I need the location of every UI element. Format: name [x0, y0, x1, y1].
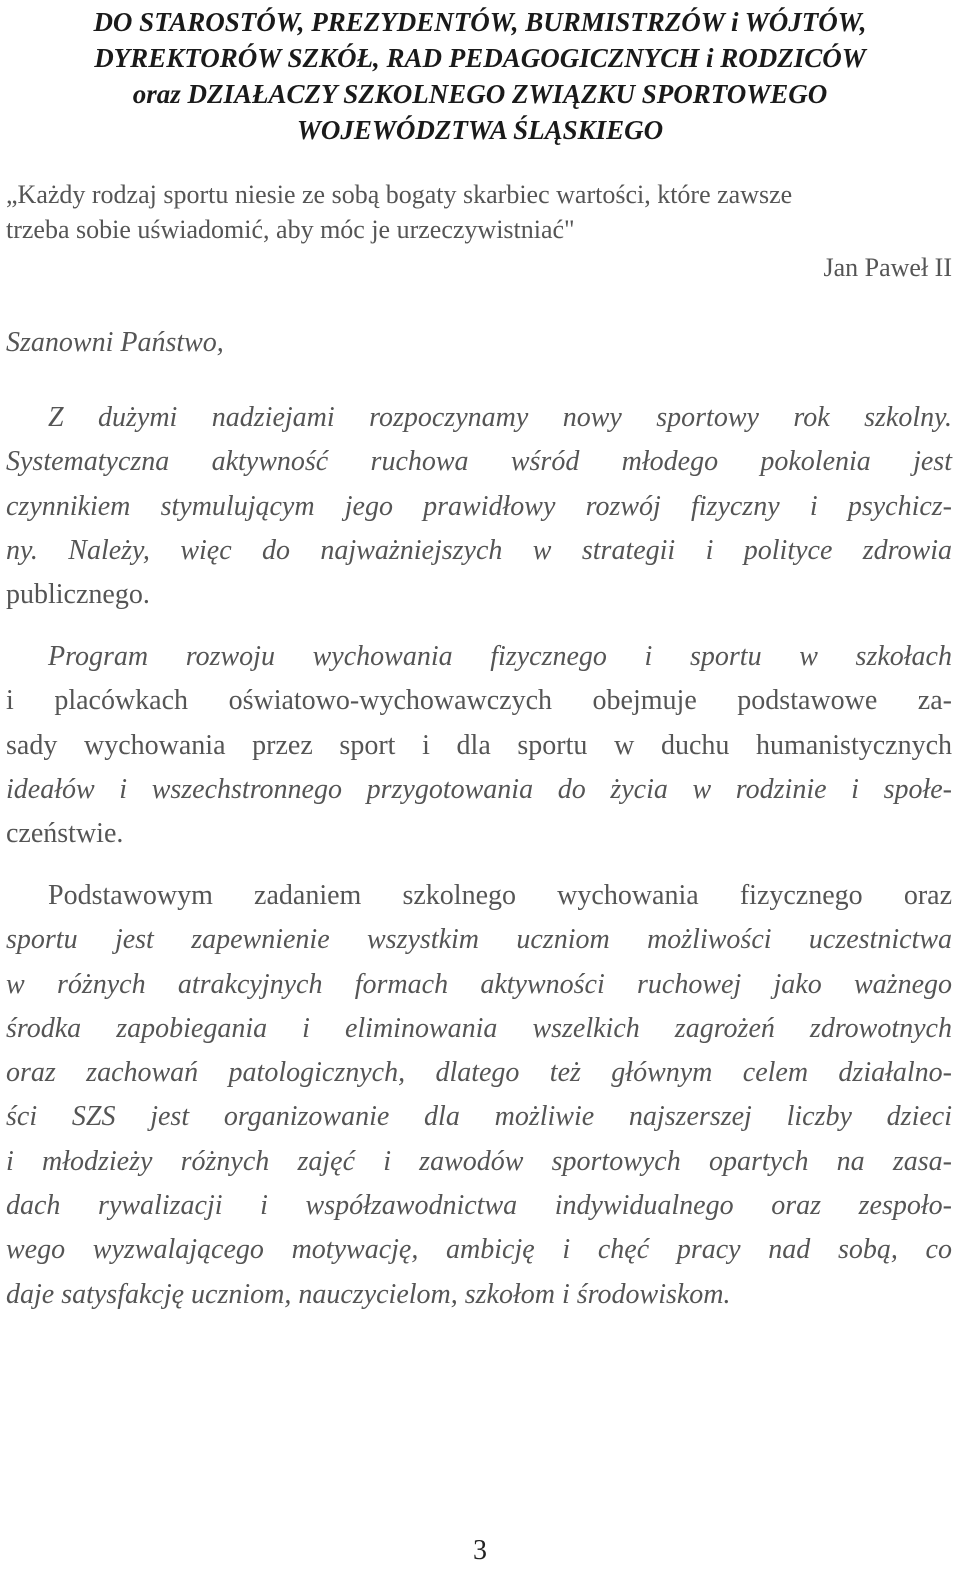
page-number: 3	[473, 1535, 487, 1566]
paragraph-3	[6, 874, 952, 1317]
paragraph-line: czeństwie.	[6, 818, 124, 850]
paragraph-line: środka zapobiegania i eliminowania wszelkich zagrożeń zdrowotnych	[6, 1012, 952, 1044]
paragraph-line: sportu jest zapewnienie wszystkim uczniom możliwości uczestnictwa	[6, 924, 952, 956]
paragraph-line: w różnych atrakcyjnych formach aktywności ruchowej jako ważnego	[6, 968, 952, 1000]
paragraph-line: publicznego.	[6, 579, 150, 611]
paragraph-line: czynnikiem stymulującym jego prawidłowy rozwój fizyczny i psychicz-	[6, 490, 952, 522]
letter-heading	[0, 4, 960, 148]
epigraph-quote	[6, 177, 954, 247]
quote-line: „Każdy rodzaj sportu niesie ze sobą bogaty skarbiec wartości, które zawsze	[6, 180, 793, 209]
paragraph-line: i młodzieży różnych zajęć i zawodów sportowych opartych na zasa-	[6, 1145, 952, 1177]
heading-line: oraz DZIAŁACZY SZKOLNEGO ZWIĄZKU SPORTOWEGO	[132, 79, 828, 109]
heading-line: DO STAROSTÓW, PREZYDENTÓW, BURMISTRZÓW i WÓJTÓW,	[93, 7, 867, 37]
paragraph-line: daje satysfakcję uczniom, nauczycielom, szkołom i środowiskom.	[6, 1278, 731, 1310]
paragraph-line: ideałów i wszechstronnego przygotowania do życia w rodzinie i społe-	[6, 773, 952, 805]
quote-author: Jan Paweł II	[823, 253, 952, 282]
paragraph-2	[6, 635, 952, 856]
paragraph-line: sady wychowania przez sport i dla sportu w duchu humanistycznych	[6, 729, 952, 761]
heading-line: WOJEWÓDZTWA ŚLĄSKIEGO	[296, 115, 664, 145]
paragraph-1	[6, 396, 952, 617]
quote-line: trzeba sobie uświadomić, aby móc je urzeczywistniać"	[6, 215, 575, 244]
paragraph-line: Podstawowym zadaniem szkolnego wychowania fizycznego oraz	[48, 880, 952, 911]
paragraph-line: ści SZS jest organizowanie dla możliwie najszerszej liczby dzieci	[6, 1101, 952, 1133]
paragraph-line: Z dużymi nadziejami rozpoczynamy nowy sportowy rok szkolny.	[48, 402, 952, 433]
paragraph-line: Systematyczna aktywność ruchowa wśród młodego pokolenia jest	[6, 446, 952, 478]
heading-line: DYREKTORÓW SZKÓŁ, RAD PEDAGOGICZNYCH i RODZICÓW	[94, 43, 866, 73]
paragraph-line: oraz zachowań patologicznych, dlatego też głównym celem działalno-	[6, 1057, 952, 1089]
paragraph-line: ny. Należy, więc do najważniejszych w strategii i polityce zdrowia	[6, 534, 952, 566]
paragraph-line: wego wyzwalającego motywację, ambicję i chęć pracy nad sobą, co	[6, 1234, 952, 1266]
paragraph-line: Program rozwoju wychowania fizycznego i sportu w szkołach	[48, 641, 952, 672]
paragraph-line: dach rywalizacji i współzawodnictwa indywidualnego oraz zespoło-	[6, 1190, 952, 1222]
salutation: Szanowni Państwo,	[6, 327, 224, 358]
paragraph-line: i placówkach oświatowo-wychowawczych obejmuje podstawowe za-	[6, 685, 952, 717]
